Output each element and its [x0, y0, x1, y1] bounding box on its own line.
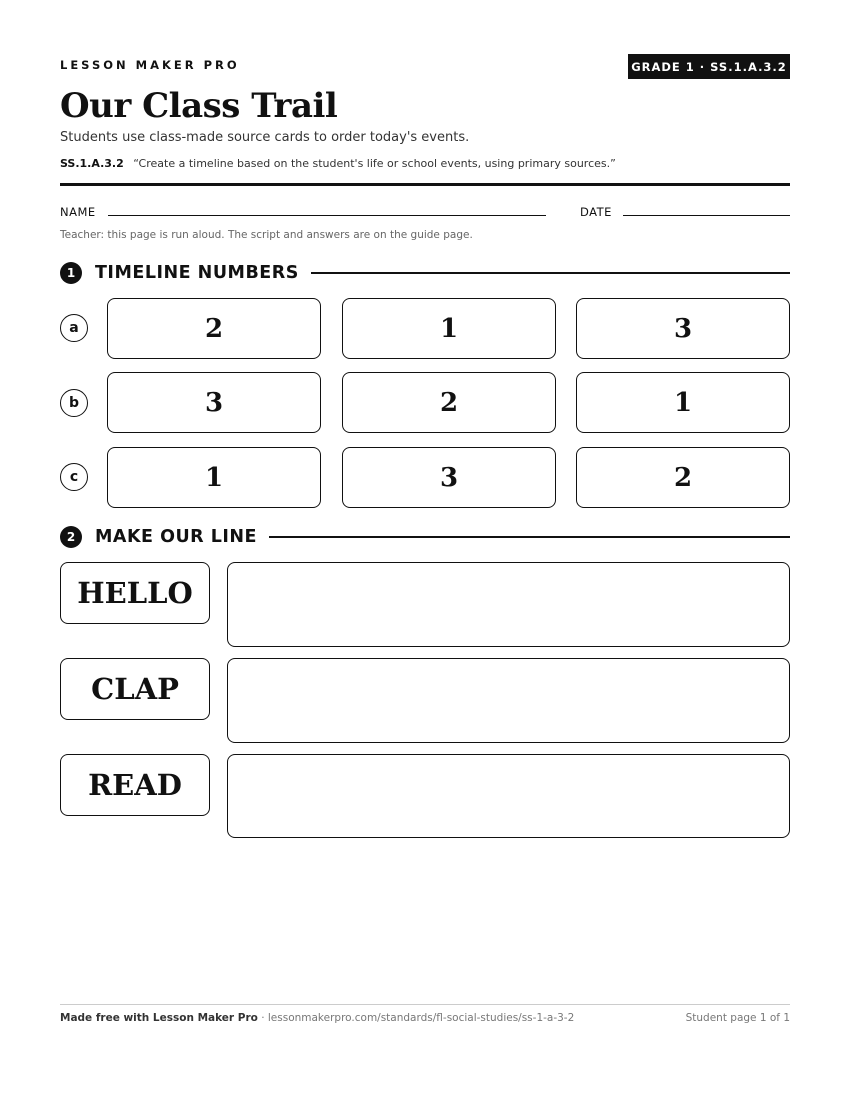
- page-subtitle: Students use class-made source cards to order today's events.: [60, 130, 470, 145]
- section-rule: [311, 272, 790, 274]
- footer-url: · lessonmakerpro.com/standards/fl-social-studies/ss-1-a-3-2: [257, 1012, 575, 1024]
- standard-text: “Create a timeline based on the student's life or school events, using primary sources.”: [133, 157, 616, 170]
- footer-page-label: Student page 1 of 1: [685, 1012, 790, 1024]
- number-card: 1: [576, 372, 790, 433]
- number-card: 1: [107, 447, 321, 508]
- page-title: Our Class Trail: [60, 86, 338, 126]
- standard-code: SS.1.A.3.2: [60, 157, 124, 170]
- date-label: DATE: [580, 205, 612, 219]
- word-card-hello: HELLO: [60, 562, 210, 624]
- number-card: 3: [342, 447, 556, 508]
- teacher-note: Teacher: this page is run aloud. The script and answers are on the guide page.: [60, 229, 473, 241]
- answer-box[interactable]: [227, 658, 790, 743]
- word-card-clap: CLAP: [60, 658, 210, 720]
- section-title: TIMELINE NUMBERS: [95, 263, 299, 283]
- brand-name: LESSON MAKER PRO: [60, 58, 240, 72]
- section-rule: [269, 536, 790, 538]
- answer-box[interactable]: [227, 562, 790, 647]
- name-label: NAME: [60, 205, 96, 219]
- number-card: 1: [342, 298, 556, 359]
- row-letter-a: a: [60, 314, 88, 342]
- footer-credit: [60, 1012, 574, 1024]
- section-number-badge: 2: [60, 526, 82, 548]
- grade-badge: GRADE 1 · SS.1.A.3.2: [628, 54, 790, 79]
- number-card: 2: [342, 372, 556, 433]
- section-title: MAKE OUR LINE: [95, 527, 257, 547]
- number-card: 3: [107, 372, 321, 433]
- date-field[interactable]: [623, 215, 790, 216]
- row-letter-b: b: [60, 389, 88, 417]
- name-field[interactable]: [108, 215, 546, 216]
- number-card: 2: [576, 447, 790, 508]
- footer-divider: [60, 1004, 790, 1005]
- section-make-our-line: [60, 525, 790, 549]
- header-divider: [60, 183, 790, 186]
- worksheet-page: [60, 0, 790, 1100]
- row-letter-c: c: [60, 463, 88, 491]
- footer-made-with: Made free with Lesson Maker Pro: [60, 1012, 258, 1024]
- standard-line: [60, 157, 616, 170]
- section-number-badge: 1: [60, 262, 82, 284]
- word-card-read: READ: [60, 754, 210, 816]
- number-card: 3: [576, 298, 790, 359]
- answer-box[interactable]: [227, 754, 790, 838]
- section-timeline-numbers: [60, 261, 790, 285]
- number-card: 2: [107, 298, 321, 359]
